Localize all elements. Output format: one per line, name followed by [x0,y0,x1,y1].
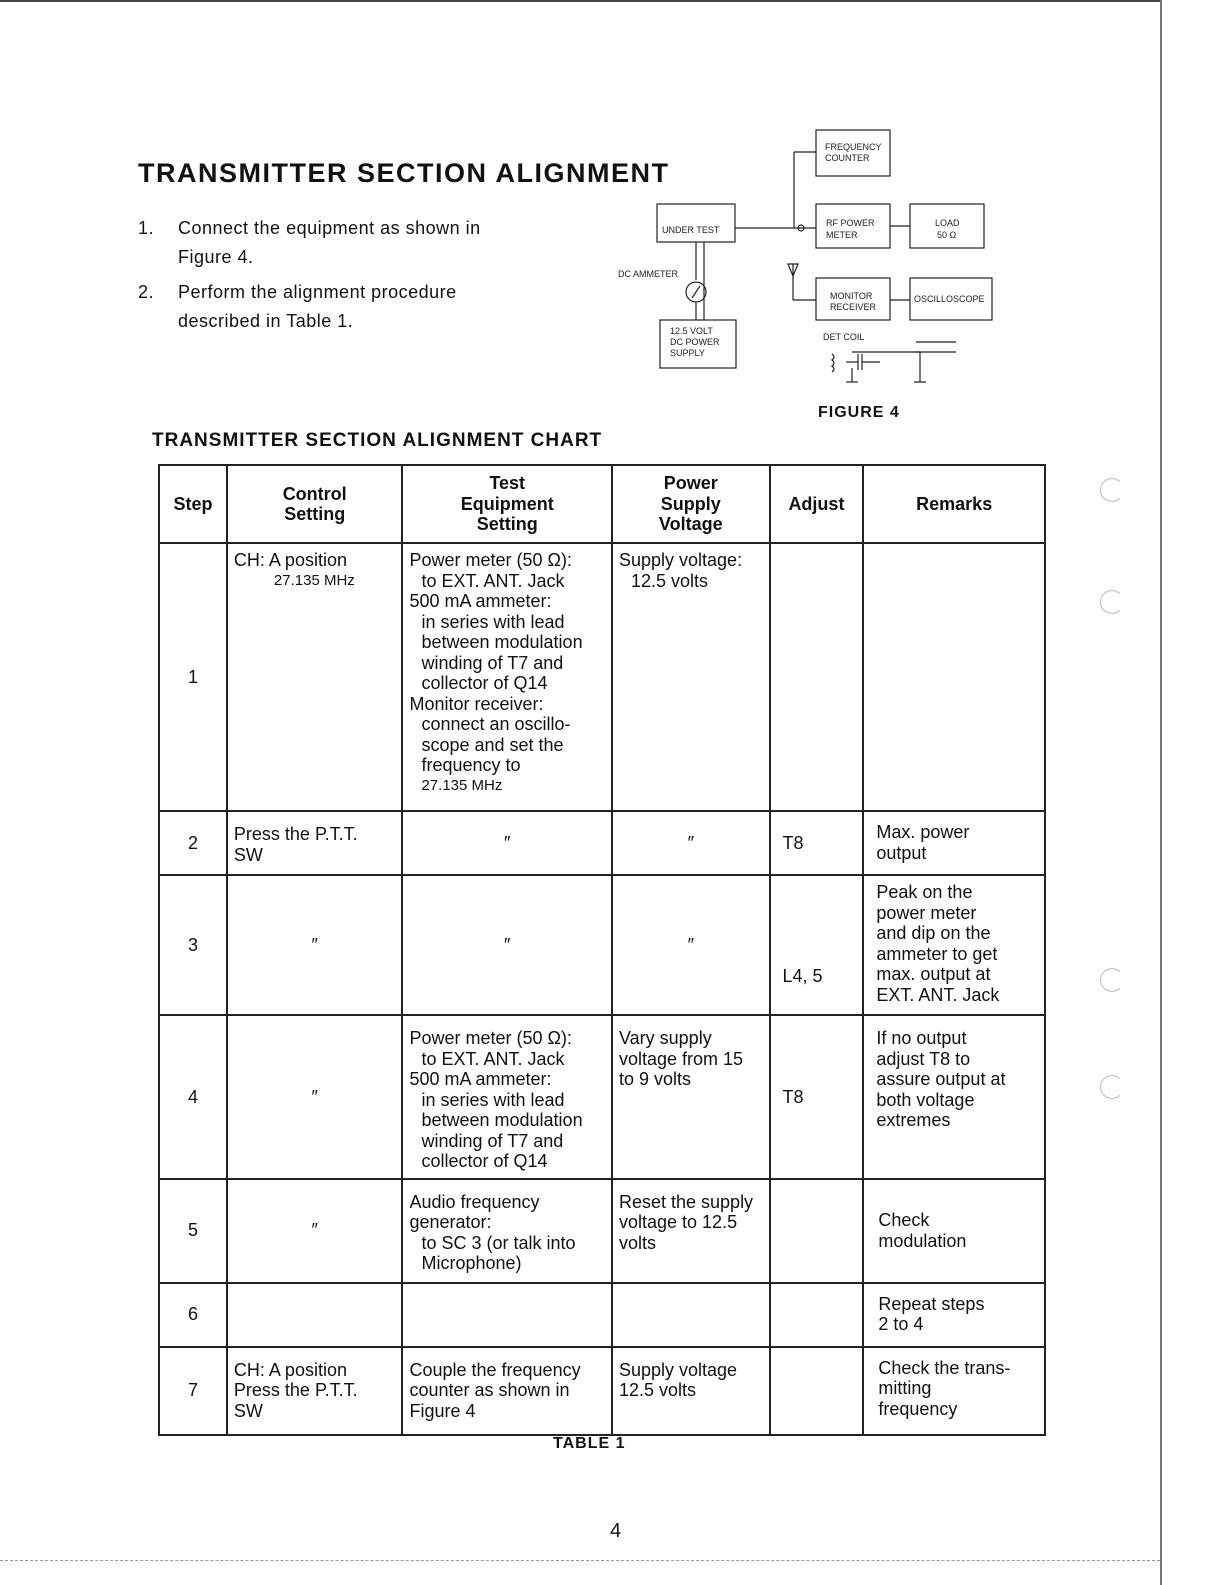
under-test-box [657,204,735,242]
instruction-number: 1. [138,218,155,238]
scan-hole-mark [1100,590,1124,614]
adjust-cell: T8 [770,811,864,875]
adjust-cell: L4, 5 [770,875,864,1015]
load-label: LOAD [935,218,960,228]
table-header-row [159,465,1045,543]
control-cell: ″ [227,1015,403,1179]
step-cell: 2 [159,811,227,875]
scan-hole-mark [1100,1075,1124,1099]
instruction-item [138,214,508,272]
remarks-cell: Check the trans- mitting frequency [863,1347,1045,1435]
alignment-table [158,464,1046,1436]
instruction-number: 2. [138,282,155,302]
figure-caption: FIGURE 4 [818,404,900,421]
adjust-cell [770,543,864,811]
test-equipment-cell: Audio frequency generator: to SC 3 (or talk into Microphone) [402,1179,612,1283]
power-supply-cell: Supply voltage: 12.5 volts [612,543,770,811]
header-control-setting: Control Setting [227,465,403,543]
control-cell: CH: A position Press the P.T.T. SW [227,1347,403,1435]
header-remarks: Remarks [863,465,1045,543]
oscilloscope-label: OSCILLOSCOPE [914,294,985,304]
power-supply-cell: Vary supply voltage from 15 to 9 volts [612,1015,770,1179]
instruction-item [138,278,508,336]
scan-hole-mark [1100,478,1124,502]
frequency-counter-label: COUNTER [825,153,870,163]
instruction-text: Connect the equipment as shown in Figure 4. [178,218,481,267]
control-cell: ″ [227,1179,403,1283]
power-supply-cell: ″ [612,811,770,875]
header-power-supply: Power Supply Voltage [612,465,770,543]
step-cell: 5 [159,1179,227,1283]
power-supply-label: DC POWER [670,337,720,347]
table-row [159,543,1045,811]
chart-title: TRANSMITTER SECTION ALIGNMENT CHART [152,430,603,451]
test-equipment-cell [402,1283,612,1347]
remarks-cell: If no output adjust T8 to assure output at both voltage extremes [863,1015,1045,1179]
table-caption: TABLE 1 [553,1435,626,1452]
power-supply-label: 12.5 VOLT [670,326,713,336]
scan-hole-mark [1100,968,1124,992]
monitor-receiver-label: RECEIVER [830,302,877,312]
power-supply-cell: Supply voltage 12.5 volts [612,1347,770,1435]
test-equipment-cell: ″ [402,875,612,1015]
monitor-receiver-label: MONITOR [830,291,873,301]
step-cell: 1 [159,543,227,811]
top-border-line [0,0,1160,2]
control-cell: ″ [227,875,403,1015]
rf-power-meter-label: METER [826,230,858,240]
step-cell: 3 [159,875,227,1015]
adjust-cell [770,1179,864,1283]
rf-power-meter-label: RF POWER [826,218,875,228]
table-row [159,875,1045,1015]
page-number: 4 [610,1520,622,1542]
test-equipment-cell: Power meter (50 Ω): to EXT. ANT. Jack 500 mA ammeter: in series with lead between modulation winding of T7 and collector of Q14 [402,1015,612,1179]
under-test-label: UNDER TEST [662,225,720,235]
table-row [159,1179,1045,1283]
test-equipment-cell: ″ [402,811,612,875]
test-equipment-cell: Power meter (50 Ω): to EXT. ANT. Jack 500 mA ammeter: in series with lead between modulation winding of T7 and collector of Q14 Monitor receiver: connect an oscillo- scope and set the frequency to 27.135 MHz [402,543,612,811]
control-cell [227,1283,403,1347]
right-border-line [1160,0,1162,1585]
adjust-cell [770,1283,864,1347]
remarks-cell [863,543,1045,811]
ammeter-needle [692,286,700,298]
step-cell: 7 [159,1347,227,1435]
table-row [159,811,1045,875]
remarks-cell: Peak on the power meter and dip on the ammeter to get max. output at EXT. ANT. Jack [863,875,1045,1015]
coil-icon [832,354,834,372]
page-title: TRANSMITTER SECTION ALIGNMENT [138,158,670,188]
remarks-cell: Check modulation [863,1179,1045,1283]
bottom-border-line [0,1560,1160,1562]
det-coil-label: DET COIL [823,332,865,342]
adjust-cell [770,1347,864,1435]
instruction-list [138,214,508,342]
power-supply-cell: ″ [612,875,770,1015]
step-cell: 6 [159,1283,227,1347]
control-cell: CH: A position 27.135 MHz [227,543,403,811]
adjust-cell: T8 [770,1015,864,1179]
power-supply-label: SUPPLY [670,348,705,358]
table-row [159,1347,1045,1435]
load-label: 50 Ω [937,230,957,240]
figure-4-diagram [600,120,1020,420]
header-step: Step [159,465,227,543]
table-row [159,1283,1045,1347]
test-equipment-cell: Couple the frequency counter as shown in Figure 4 [402,1347,612,1435]
remarks-cell: Repeat steps 2 to 4 [863,1283,1045,1347]
control-cell: Press the P.T.T. SW [227,811,403,875]
power-supply-cell: Reset the supply voltage to 12.5 volts [612,1179,770,1283]
remarks-cell: Max. power output [863,811,1045,875]
frequency-counter-label: FREQUENCY [825,142,882,152]
header-test-equipment: Test Equipment Setting [402,465,612,543]
power-supply-cell [612,1283,770,1347]
instruction-text: Perform the alignment procedure described in Table 1. [178,282,457,331]
step-cell: 4 [159,1015,227,1179]
table-row [159,1015,1045,1179]
dc-ammeter-label: DC AMMETER [618,269,679,279]
header-adjust: Adjust [770,465,864,543]
